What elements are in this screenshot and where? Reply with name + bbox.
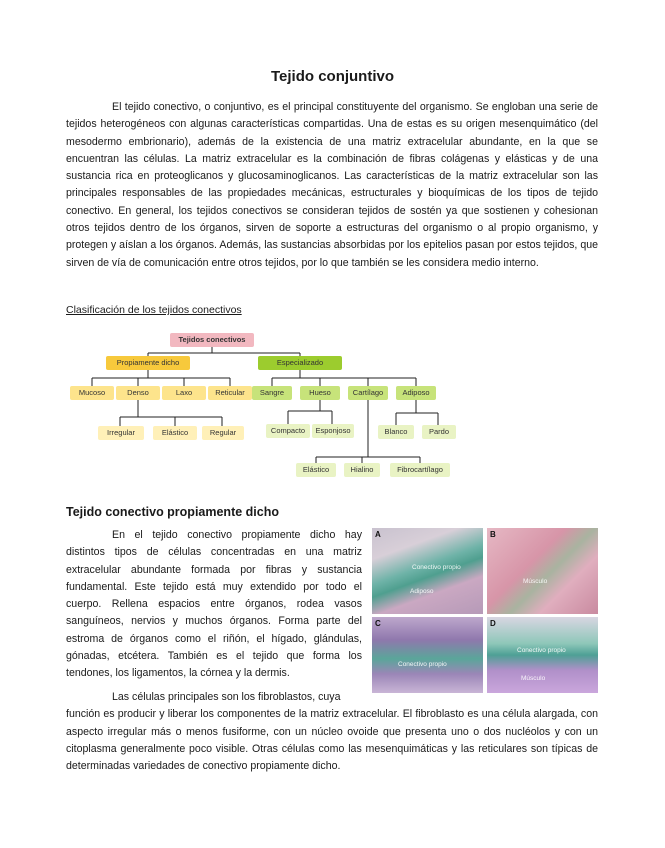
node-hialino: Hialino — [344, 463, 380, 477]
node-sangre: Sangre — [252, 386, 292, 400]
node-root: Tejidos conectivos — [170, 333, 254, 347]
node-especializado: Especializado — [258, 356, 342, 370]
micrograph-panel-b: B Músculo — [487, 528, 598, 614]
node-elastico-denso: Elástico — [153, 426, 197, 440]
node-elastico-cartilago: Elástico — [296, 463, 336, 477]
micrograph-panel-d: D Conectivo propio Músculo — [487, 617, 598, 693]
node-propiamente: Propiamente dicho — [106, 356, 190, 370]
classification-heading: Clasificación de los tejidos conectivos — [66, 304, 242, 316]
micrograph-panel-c: C Conectivo propio — [372, 617, 483, 693]
node-denso: Denso — [116, 386, 160, 400]
page-title: Tejido conjuntivo — [270, 68, 395, 85]
node-cartilago: Cartílago — [348, 386, 388, 400]
section-paragraph: En el tejido conectivo propiamente dicho hay distintos tipos de células concentradas en una matriz extracelular abundante formada por fibras y sustancia fundamental. Este tejido está muy extendido por todo el cuerpo. Rellena espacios entre órganos, rodea vasos sanguíneos, nervios y muchos órganos. Forma parte del estroma de órganos como el riñón, el hígado, glándulas, gónadas, etcétera. También es el tejido que forma los tendones, los ligamentos, la córnea y la dermis. — [66, 529, 362, 680]
node-mucoso: Mucoso — [70, 386, 114, 400]
cells-paragraph-first-line: Las células principales son los fibroblastos, cuya — [112, 691, 341, 703]
node-regular: Regular — [202, 426, 244, 440]
diagram-connectors — [60, 325, 480, 485]
node-irregular: Irregular — [98, 426, 144, 440]
node-blanco: Blanco — [378, 425, 414, 439]
micrograph-figure — [372, 528, 598, 693]
section-heading: Tejido conectivo propiamente dicho — [66, 505, 279, 519]
node-esponjoso: Esponjoso — [312, 424, 354, 438]
node-reticular: Reticular — [208, 386, 252, 400]
intro-paragraph: El tejido conectivo, o conjuntivo, es el principal constituyente del organismo. Se engloban una serie de tejidos heterogéneos con algunas características compartidas. Una de estas es su origen mesenquimático (del mesodermo embrionario), además de la existencia de una matriz extracelular abundante, en la que se encuentran las células. La matriz extracelular es la combinación de fibras colágenas y elásticas y de una sustancia rica en proteoglicanos y glucosaminoglicanos. Las características de la matriz extracelular son las principales responsables de las propiedades mecánicas, estructurales y bioquímicas de los tipos de tejido conectivo. En general, los tejidos conectivos se consideran tejidos de sostén ya que sostienen y cohesionan otros tejidos dentro de los órganos, sirven de soporte a estructuras del organismo o al propio organismo, y protegen y aíslan a los órganos. Además, las sustancias absorbidas por los epitelios pasan por estos tejidos, que sirven de vía de comunicación entre otros tejidos, por lo que también se les considera medio interno. — [66, 101, 598, 269]
node-pardo: Pardo — [422, 425, 456, 439]
cells-paragraph-rest: función es producir y liberar los componentes de la matriz extracelular. El fibroblasto es una célula alargada, con aspecto irregular más o menos fusiforme, con un núcleo ovoide que presenta uno o dos nucléolos y con un citoplasma generalmente poco visible. Otras células como las mesenquimáticas y las reticulares son típicas de determinadas variedades de conectivo propiamente dicho. — [66, 708, 598, 773]
node-fibrocartilago: Fibrocartílago — [390, 463, 450, 477]
cells-paragraph — [66, 689, 598, 775]
node-adiposo: Adiposo — [396, 386, 436, 400]
micrograph-panel-a: A Conectivo propio Adiposo — [372, 528, 483, 614]
classification-diagram — [60, 325, 480, 485]
node-hueso: Hueso — [300, 386, 340, 400]
node-laxo: Laxo — [162, 386, 206, 400]
node-compacto: Compacto — [266, 424, 310, 438]
